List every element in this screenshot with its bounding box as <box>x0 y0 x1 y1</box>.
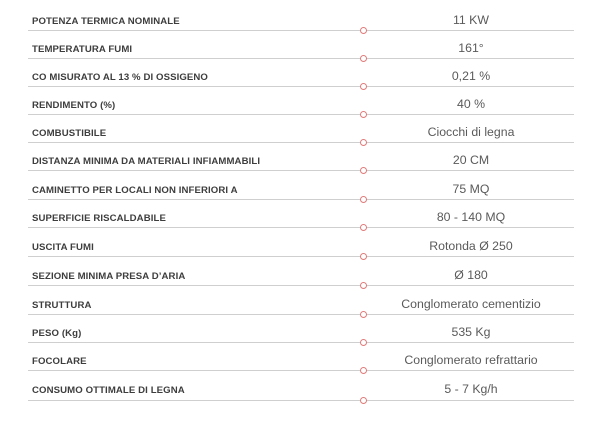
spec-row-co <box>0 64 600 92</box>
spec-row-superficie <box>0 205 600 233</box>
spec-row-potenza <box>0 8 600 36</box>
spec-label: SEZIONE MINIMA PRESA D’ARIA <box>32 271 186 282</box>
spec-label: PESO (Kg) <box>32 328 82 339</box>
row-divider <box>28 30 574 31</box>
spec-value: 5 - 7 Kg/h <box>444 382 498 396</box>
row-divider <box>28 342 574 343</box>
spec-row-focolare <box>0 348 600 376</box>
spec-row-combustibile <box>0 120 600 148</box>
spec-row-rendimento <box>0 92 600 120</box>
spec-value: Rotonda Ø 250 <box>429 239 513 253</box>
divider-marker <box>360 282 367 289</box>
spec-row-peso <box>0 320 600 348</box>
divider-marker <box>360 367 367 374</box>
row-divider <box>28 256 574 257</box>
divider-marker <box>360 111 367 118</box>
row-divider <box>28 170 574 171</box>
spec-row-struttura <box>0 292 600 320</box>
spec-value: 11 KW <box>453 13 489 27</box>
spec-row-uscita <box>0 234 600 262</box>
spec-value: 20 CM <box>452 153 490 167</box>
divider-marker <box>360 167 367 174</box>
spec-label: RENDIMENTO (%) <box>32 100 116 111</box>
spec-value: 535 Kg <box>451 325 491 339</box>
spec-label: USCITA FUMI <box>32 242 94 253</box>
spec-label: TEMPERATURA FUMI <box>32 44 133 55</box>
divider-marker <box>360 311 367 318</box>
spec-value: Ø 180 <box>454 268 488 282</box>
spec-row-consumo <box>0 377 600 405</box>
spec-value: 161° <box>458 41 484 55</box>
row-divider <box>28 370 574 371</box>
row-divider <box>28 86 574 87</box>
row-divider <box>28 285 574 286</box>
spec-row-temperatura <box>0 36 600 64</box>
row-divider <box>28 314 574 315</box>
spec-label: COMBUSTIBILE <box>32 128 107 139</box>
spec-label: DISTANZA MINIMA DA MATERIALI INFIAMMABILI <box>32 156 261 167</box>
spec-label: FOCOLARE <box>32 356 87 367</box>
row-divider <box>28 142 574 143</box>
row-divider <box>28 58 574 59</box>
row-divider <box>28 199 574 200</box>
row-divider <box>28 227 574 228</box>
spec-label: CO MISURATO AL 13 % DI OSSIGENO <box>32 72 208 83</box>
spec-value: 75 MQ <box>452 182 490 196</box>
spec-label: SUPERFICIE RISCALDABILE <box>32 213 166 224</box>
spec-label: STRUTTURA <box>32 300 92 311</box>
row-divider <box>28 114 574 115</box>
spec-value: 80 - 140 MQ <box>436 210 506 224</box>
row-divider <box>28 400 574 401</box>
divider-marker <box>360 196 367 203</box>
spec-value: 40 % <box>456 97 486 111</box>
spec-value: 0,21 % <box>451 69 491 83</box>
spec-row-sezione <box>0 263 600 291</box>
divider-marker <box>360 139 367 146</box>
spec-label: CAMINETTO PER LOCALI NON INFERIORI A <box>32 185 238 196</box>
spec-label: POTENZA TERMICA NOMINALE <box>32 16 180 27</box>
spec-label: CONSUMO OTTIMALE DI LEGNA <box>32 385 185 396</box>
divider-marker <box>360 224 367 231</box>
divider-marker <box>360 397 367 404</box>
spec-value: Ciocchi di legna <box>427 125 515 139</box>
spec-value: Conglomerato cementizio <box>401 297 541 311</box>
spec-row-distanza <box>0 148 600 176</box>
divider-marker <box>360 55 367 62</box>
divider-marker <box>360 339 367 346</box>
divider-marker <box>360 27 367 34</box>
divider-marker <box>360 83 367 90</box>
divider-marker <box>360 253 367 260</box>
spec-value: Conglomerato refrattario <box>404 353 538 367</box>
spec-row-caminetto <box>0 177 600 205</box>
